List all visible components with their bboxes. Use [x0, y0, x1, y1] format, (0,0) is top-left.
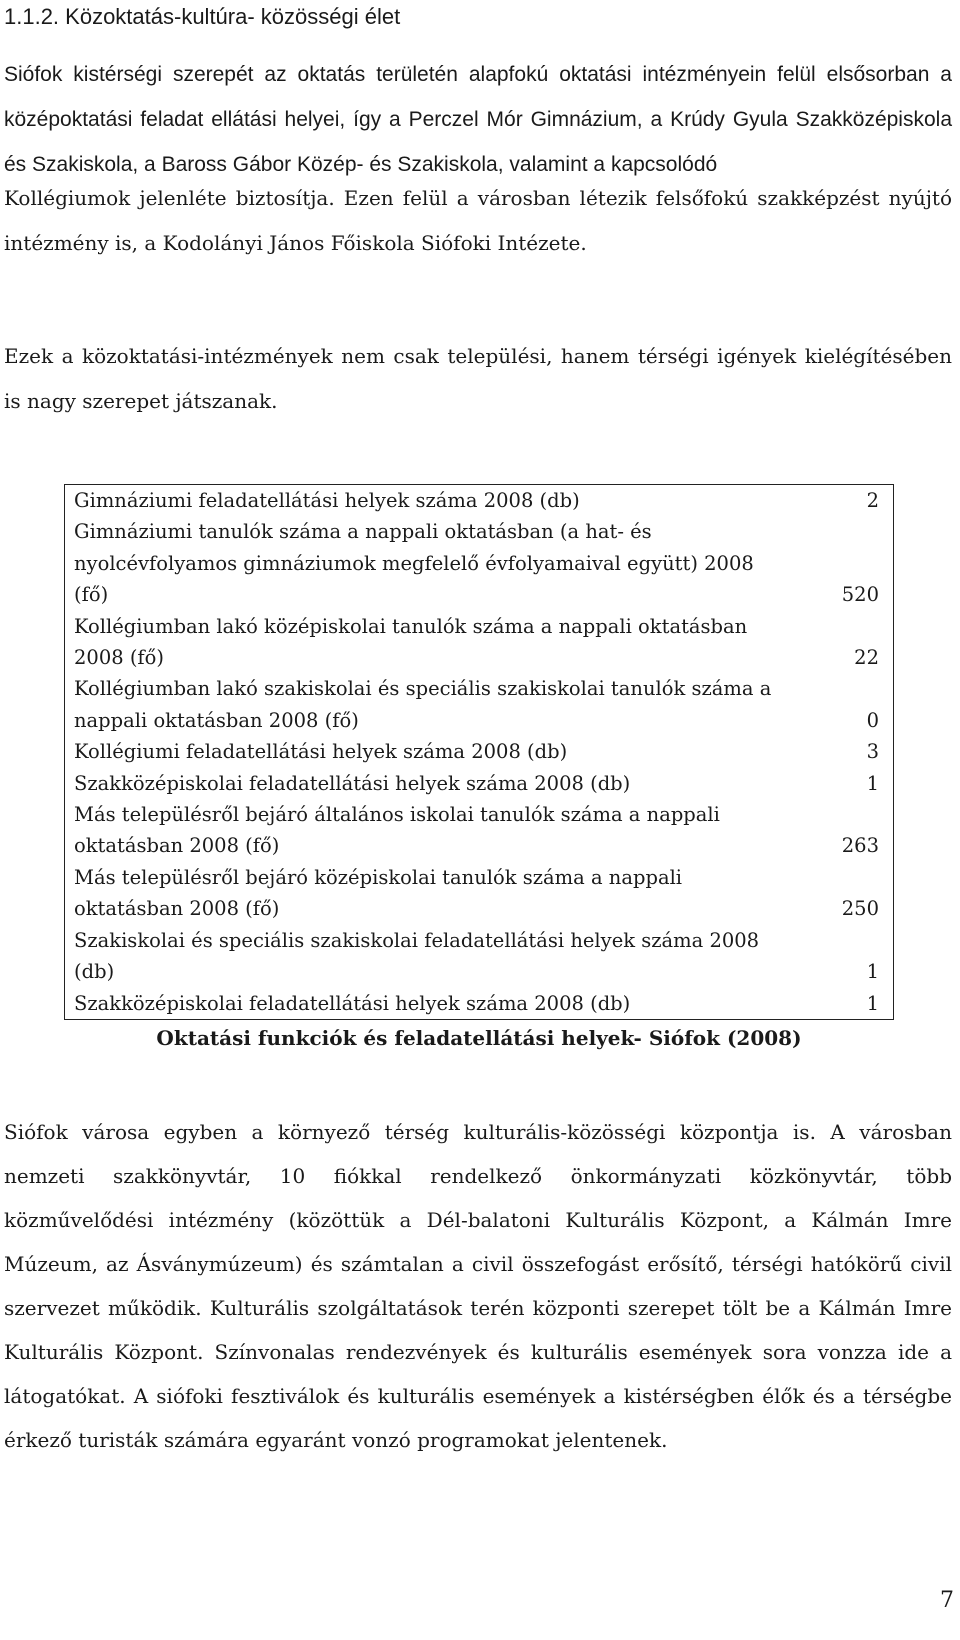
paragraph-regional-role: Ezek a közoktatási-intézmények nem csak települési, hanem térségi igények kielégítésében is nagy szerepet játszanak. — [4, 344, 952, 413]
table-row — [65, 768, 894, 799]
paragraph-institutions: Kollégiumok jelenléte biztosítja. Ezen felül a városban létezik felsőfokú szakképzést nyújtó intézmény is, a Kodolányi János Főiskola Siófoki Intézete. — [4, 186, 952, 255]
table-row — [65, 862, 894, 925]
row-value: 22 — [854, 646, 879, 670]
row-value: 3 — [866, 740, 879, 764]
row-label: Szakiskolai és speciális szakiskolai feladatellátási helyek száma 2008 (db) — [74, 928, 760, 984]
section-heading: 1.1.2. Közoktatás-kultúra- közösségi élet — [4, 4, 401, 29]
row-value: 520 — [841, 583, 879, 607]
row-value: 250 — [841, 897, 879, 921]
row-label: Más településről bejáró középiskolai tanulók száma a nappali oktatásban 2008 (fő) — [74, 865, 683, 921]
row-value: 1 — [866, 960, 879, 984]
row-label: Gimnáziumi feladatellátási helyek száma 2008 (db) — [74, 489, 580, 512]
education-stats-table — [64, 484, 894, 1020]
row-label: Szakközépiskolai feladatellátási helyek száma 2008 (db) — [74, 991, 631, 1015]
row-value: 263 — [841, 834, 879, 858]
table-row — [65, 736, 894, 767]
paragraph-culture: Siófok városa egyben a környező térség kulturális-közösségi központja is. A városban nemzeti szakkönyvtár, 10 fiókkal rendelkező önkormányzati közkönyvtár, több közművelődési intézmény (közöttük a Dél-balatoni Kulturális Központ, a Kálmán Imre Múzeum, az Ásványmúzeum) és számtalan a civil összefogást erősítő, térségi hatókörű civil szervezet működik. Kulturális szolgáltatások terén központi szerepet tölt be a Kálmán Imre Kulturális Központ. Színvonalas rendezvények és kulturális események sora vonzza ide a látogatókat. A siófoki fesztiválok és kulturális események a kistérségben élők és a térségbe érkező turisták számára egyaránt vonzó programokat jelentenek. — [4, 1120, 952, 1452]
table-row — [65, 673, 894, 736]
table-row — [65, 799, 894, 862]
table-row — [65, 611, 894, 674]
table-caption: Oktatási funkciók és feladatellátási helyek- Siófok (2008) — [156, 1026, 802, 1050]
row-value: 1 — [866, 771, 879, 795]
row-label: Gimnáziumi tanulók száma a nappali oktatásban (a hat- és nyolcévfolyamos gimnáziumok megfelelő évfolyamaival együtt) 2008 (fő) — [74, 520, 754, 607]
table-row — [65, 485, 894, 517]
row-label: Szakközépiskolai feladatellátási helyek száma 2008 (db) — [74, 771, 631, 795]
row-label: Kollégiumban lakó szakiskolai és speciális szakiskolai tanulók száma a nappali oktatásban 2008 (fő) — [74, 677, 772, 732]
table-row — [65, 988, 894, 1020]
row-value: 0 — [866, 708, 879, 732]
row-value: 1 — [866, 991, 879, 1015]
row-label: Más településről bejáró általános iskolai tanulók száma a nappali oktatásban 2008 (fő) — [74, 803, 720, 858]
table-row — [65, 925, 894, 988]
row-label: Kollégiumi feladatellátási helyek száma 2008 (db) — [74, 740, 568, 764]
intro-paragraph: Siófok kistérségi szerepét az oktatás területén alapfokú oktatási intézményein felül elsősorban a középoktatási feladat ellátási helyei, így a Perczel Mór Gimnázium, a Krúdy Gyula Szakközépiskola és Szakiskola, a Baross Gábor Közép- és Szakiskola, valamint a kapcsolódó — [4, 63, 952, 176]
table-row — [65, 516, 894, 610]
row-label: Kollégiumban lakó középiskolai tanulók száma a nappali oktatásban 2008 (fő) — [74, 614, 748, 670]
page-number: 7 — [940, 1588, 954, 1613]
row-value: 2 — [866, 489, 879, 512]
